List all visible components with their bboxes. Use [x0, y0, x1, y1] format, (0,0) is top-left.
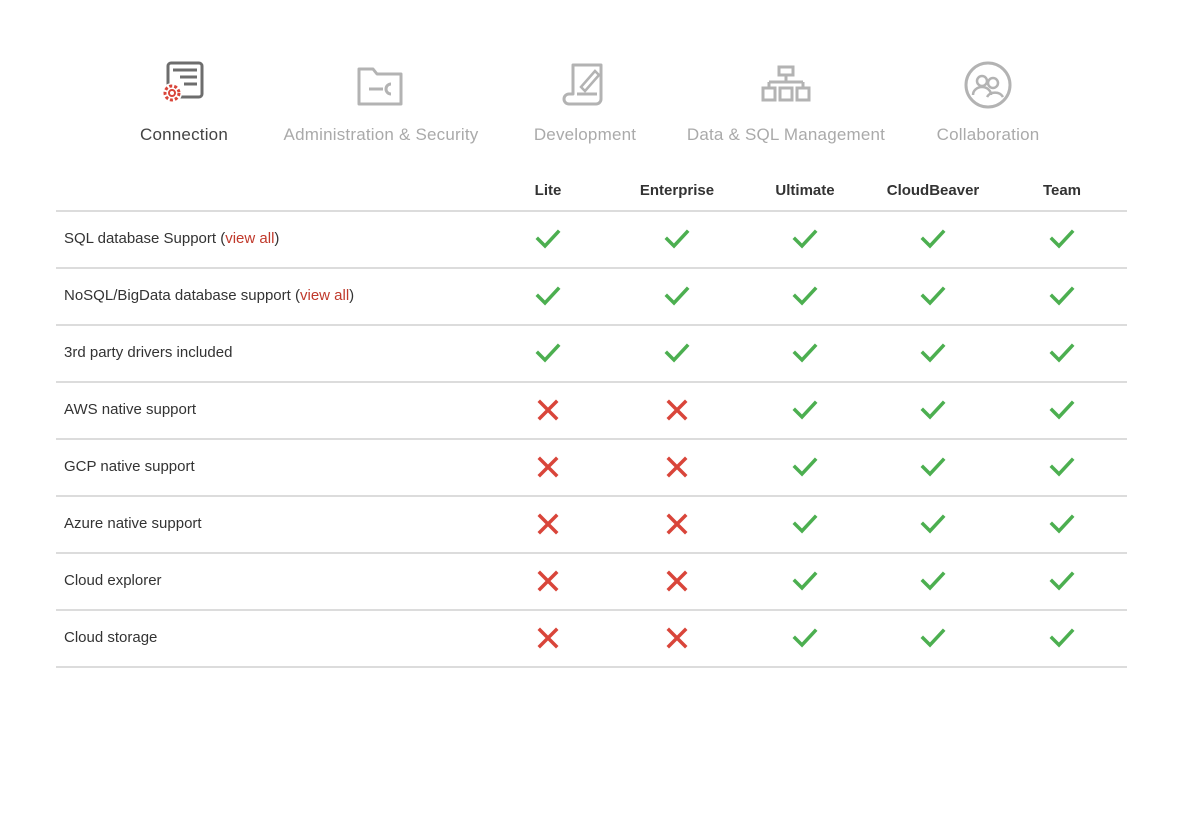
supported-cell: [741, 340, 869, 366]
supported-cell: [613, 283, 741, 309]
table-row: [56, 497, 1127, 554]
check-icon: [1049, 454, 1075, 480]
check-icon: [920, 397, 946, 423]
supported-cell: [741, 511, 869, 537]
tab-label: Administration & Security: [283, 125, 479, 144]
cross-icon: [535, 511, 561, 537]
connection-gear-icon: [154, 55, 214, 115]
supported-cell: [998, 283, 1126, 309]
check-icon: [535, 340, 561, 366]
supported-cell: [998, 625, 1126, 651]
check-icon: [1049, 340, 1075, 366]
feature-label: Azure native support: [64, 515, 202, 532]
feature-name: [64, 287, 354, 304]
cross-icon: [664, 511, 690, 537]
supported-cell: [741, 397, 869, 423]
tab-label: Collaboration: [936, 125, 1040, 144]
table-row: [56, 554, 1127, 611]
cross-icon: [664, 454, 690, 480]
unsupported-cell: [484, 568, 612, 594]
table-row: [56, 383, 1127, 440]
feature-name: [64, 344, 232, 361]
check-icon: [792, 511, 818, 537]
unsupported-cell: [613, 625, 741, 651]
supported-cell: [613, 226, 741, 252]
supported-cell: [741, 454, 869, 480]
supported-cell: [998, 568, 1126, 594]
unsupported-cell: [613, 397, 741, 423]
supported-cell: [484, 283, 612, 309]
feature-name: [64, 230, 279, 247]
tab-connection[interactable]: [124, 55, 244, 145]
feature-name: [64, 401, 196, 418]
check-icon: [792, 454, 818, 480]
check-icon: [535, 283, 561, 309]
check-icon: [1049, 397, 1075, 423]
table-row: [56, 326, 1127, 383]
table-row: [56, 269, 1127, 326]
check-icon: [1049, 625, 1075, 651]
check-icon: [920, 283, 946, 309]
check-icon: [920, 511, 946, 537]
supported-cell: [741, 625, 869, 651]
tab-administration-security[interactable]: [266, 55, 496, 145]
comparison-table: [56, 172, 1127, 668]
feature-suffix: ): [274, 230, 280, 247]
check-icon: [792, 568, 818, 594]
supported-cell: [484, 226, 612, 252]
view-all-link[interactable]: view all: [299, 287, 350, 304]
check-icon: [792, 340, 818, 366]
cross-icon: [535, 454, 561, 480]
feature-label: Cloud explorer: [64, 572, 162, 589]
cross-icon: [664, 568, 690, 594]
check-icon: [664, 226, 690, 252]
feature-suffix: ): [349, 287, 355, 304]
feature-label: 3rd party drivers included: [64, 344, 233, 361]
hierarchy-icon: [756, 55, 816, 115]
check-icon: [1049, 226, 1075, 252]
column-header-cloudbeaver: CloudBeaver: [886, 182, 980, 199]
folder-key-icon: [351, 55, 411, 115]
check-icon: [664, 340, 690, 366]
table-row: [56, 611, 1127, 668]
cross-icon: [664, 625, 690, 651]
supported-cell: [869, 340, 997, 366]
supported-cell: [741, 226, 869, 252]
tab-development[interactable]: [522, 55, 648, 145]
view-all-link[interactable]: view all: [225, 230, 275, 247]
unsupported-cell: [484, 625, 612, 651]
table-row: [56, 212, 1127, 269]
check-icon: [792, 397, 818, 423]
supported-cell: [741, 568, 869, 594]
supported-cell: [869, 283, 997, 309]
check-icon: [920, 340, 946, 366]
check-icon: [664, 283, 690, 309]
unsupported-cell: [484, 397, 612, 423]
tab-collaboration[interactable]: [924, 55, 1052, 145]
check-icon: [792, 226, 818, 252]
scroll-pen-icon: [555, 55, 615, 115]
column-header-ultimate: Ultimate: [775, 182, 835, 199]
cross-icon: [664, 397, 690, 423]
feature-name: [64, 458, 195, 475]
supported-cell: [869, 454, 997, 480]
unsupported-cell: [484, 511, 612, 537]
supported-cell: [869, 511, 997, 537]
feature-label: NoSQL/BigData database support (: [64, 287, 300, 304]
tab-data-sql-management[interactable]: [674, 55, 898, 145]
supported-cell: [484, 340, 612, 366]
supported-cell: [998, 454, 1126, 480]
unsupported-cell: [613, 568, 741, 594]
column-header-lite: Lite: [534, 182, 562, 199]
tab-label: Development: [533, 125, 637, 144]
table-row: [56, 440, 1127, 497]
feature-label: AWS native support: [64, 401, 197, 418]
cross-icon: [535, 397, 561, 423]
feature-label: GCP native support: [64, 458, 195, 475]
supported-cell: [741, 283, 869, 309]
tab-label: Data & SQL Management: [686, 125, 886, 144]
category-tabs: [0, 0, 1182, 170]
check-icon: [920, 625, 946, 651]
supported-cell: [869, 625, 997, 651]
feature-label: SQL database Support (: [64, 230, 226, 247]
supported-cell: [869, 226, 997, 252]
supported-cell: [869, 568, 997, 594]
users-circle-icon: [958, 55, 1018, 115]
supported-cell: [869, 397, 997, 423]
tab-label: Connection: [139, 125, 228, 144]
check-icon: [535, 226, 561, 252]
table-body: [56, 212, 1127, 668]
check-icon: [792, 283, 818, 309]
cross-icon: [535, 568, 561, 594]
check-icon: [1049, 511, 1075, 537]
unsupported-cell: [613, 454, 741, 480]
check-icon: [920, 454, 946, 480]
feature-name: [64, 572, 162, 589]
supported-cell: [998, 340, 1126, 366]
unsupported-cell: [613, 511, 741, 537]
column-header-enterprise: Enterprise: [639, 182, 715, 199]
table-header: [56, 172, 1127, 212]
supported-cell: [998, 226, 1126, 252]
check-icon: [1049, 568, 1075, 594]
check-icon: [1049, 283, 1075, 309]
check-icon: [920, 568, 946, 594]
column-header-team: Team: [1042, 182, 1082, 199]
cross-icon: [535, 625, 561, 651]
check-icon: [792, 625, 818, 651]
supported-cell: [998, 511, 1126, 537]
feature-name: [64, 515, 202, 532]
unsupported-cell: [484, 454, 612, 480]
supported-cell: [613, 340, 741, 366]
feature-label: Cloud storage: [64, 629, 158, 646]
feature-name: [64, 629, 157, 646]
supported-cell: [998, 397, 1126, 423]
check-icon: [920, 226, 946, 252]
